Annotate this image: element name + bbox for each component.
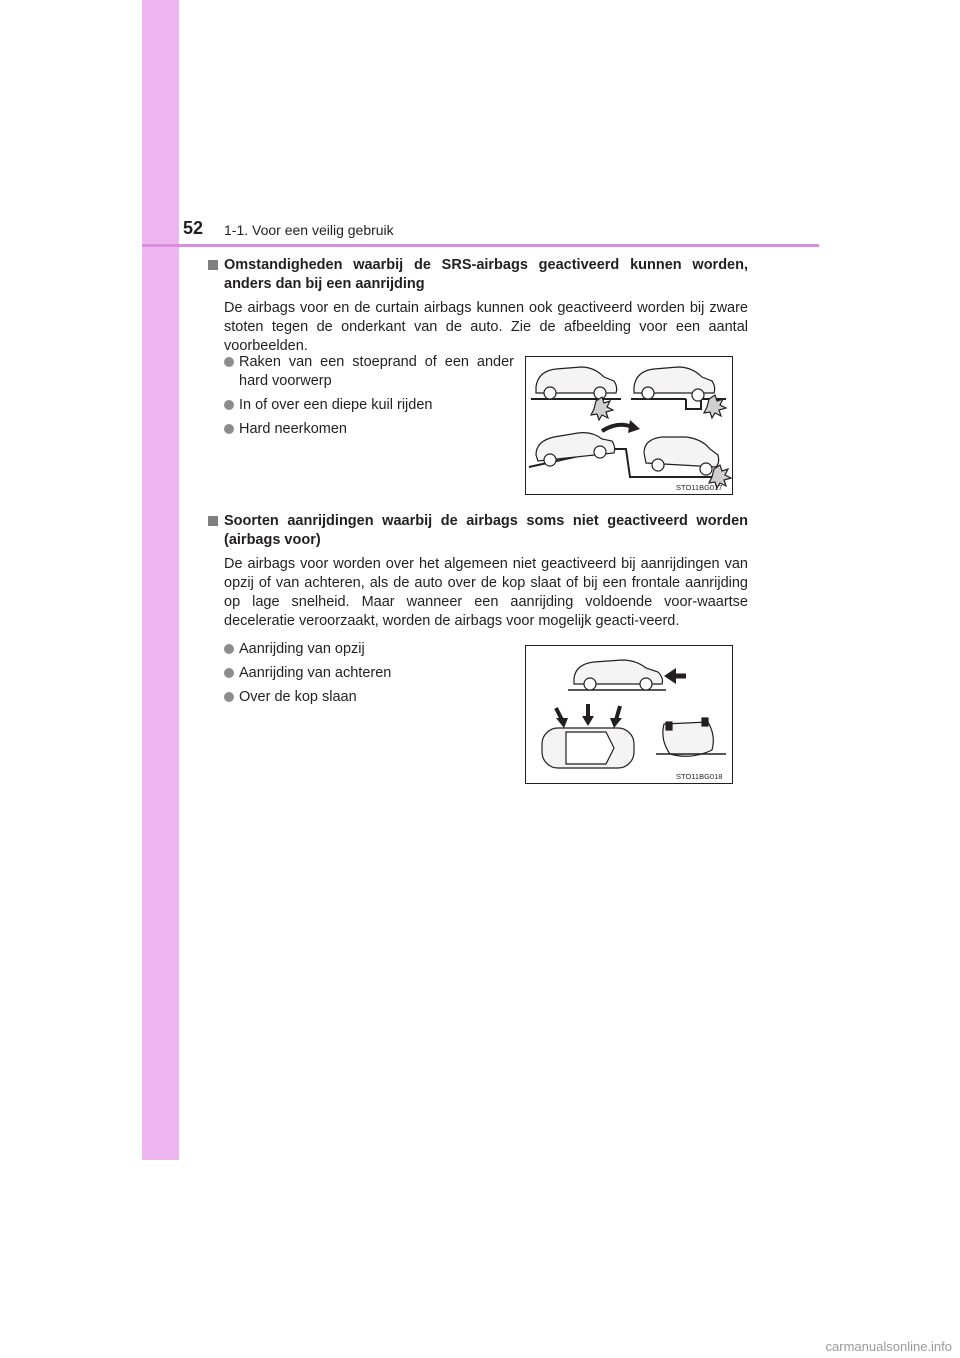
figure-code: STO11BG018: [676, 772, 723, 781]
bullet-dot-icon: [224, 400, 234, 410]
section-2: [208, 512, 748, 631]
figure-code: STO11BG017: [676, 483, 723, 492]
section-1-bullets: [224, 353, 514, 444]
header-rule: [142, 244, 819, 247]
section-2-bullets: [224, 640, 504, 712]
section-2-paragraph: De airbags voor worden over het algemeen niet geactiveerd bij aanrijdingen van opzij of van achteren, als de auto over de kop slaat of bij een frontale aanrijding op lage snelheid. Maar wanneer een aanrijding voldoende voor-waartse deceleratie veroorzaakt, worden de airbags voor mogelijk geacti-veerd.: [224, 556, 748, 629]
figure-undercarriage-impacts: [525, 356, 733, 495]
undercarriage-impacts-illustration: [526, 357, 732, 494]
section-2-heading: Soorten aanrijdingen waarbij de airbags soms niet geactiveerd worden (airbags voor): [208, 512, 748, 550]
list-item: Over de kop slaan: [224, 688, 504, 707]
list-item: Aanrijding van opzij: [224, 640, 504, 659]
section-title: 1-1. Voor een veilig gebruik: [224, 222, 394, 238]
list-item: Hard neerkomen: [224, 420, 514, 439]
list-item: Raken van een stoeprand of een ander hard voorwerp: [224, 353, 514, 391]
bullet-dot-icon: [224, 424, 234, 434]
list-item: Aanrijding van achteren: [224, 664, 504, 683]
non-activation-crashes-illustration: [526, 646, 732, 783]
section-1-heading: Omstandigheden waarbij de SRS-airbags geactiveerd kunnen worden, anders dan bij een aanrijding: [208, 256, 748, 294]
bullet-dot-icon: [224, 668, 234, 678]
section-1: [208, 256, 748, 356]
square-bullet-icon: [208, 516, 218, 526]
bullet-dot-icon: [224, 644, 234, 654]
bullet-dot-icon: [224, 357, 234, 367]
watermark: carmanualsonline.info: [825, 1339, 952, 1354]
square-bullet-icon: [208, 260, 218, 270]
page-number: 52: [183, 218, 204, 238]
list-item: In of over een diepe kuil rijden: [224, 396, 514, 415]
chapter-sidebar: [142, 0, 179, 1160]
section-1-paragraph: De airbags voor en de curtain airbags kunnen ook geactiveerd worden bij zware stoten tegen de onderkant van de auto. Zie de afbeelding voor een aantal voorbeelden.: [224, 300, 748, 354]
bullet-dot-icon: [224, 692, 234, 702]
figure-non-activation-crashes: [525, 645, 733, 784]
